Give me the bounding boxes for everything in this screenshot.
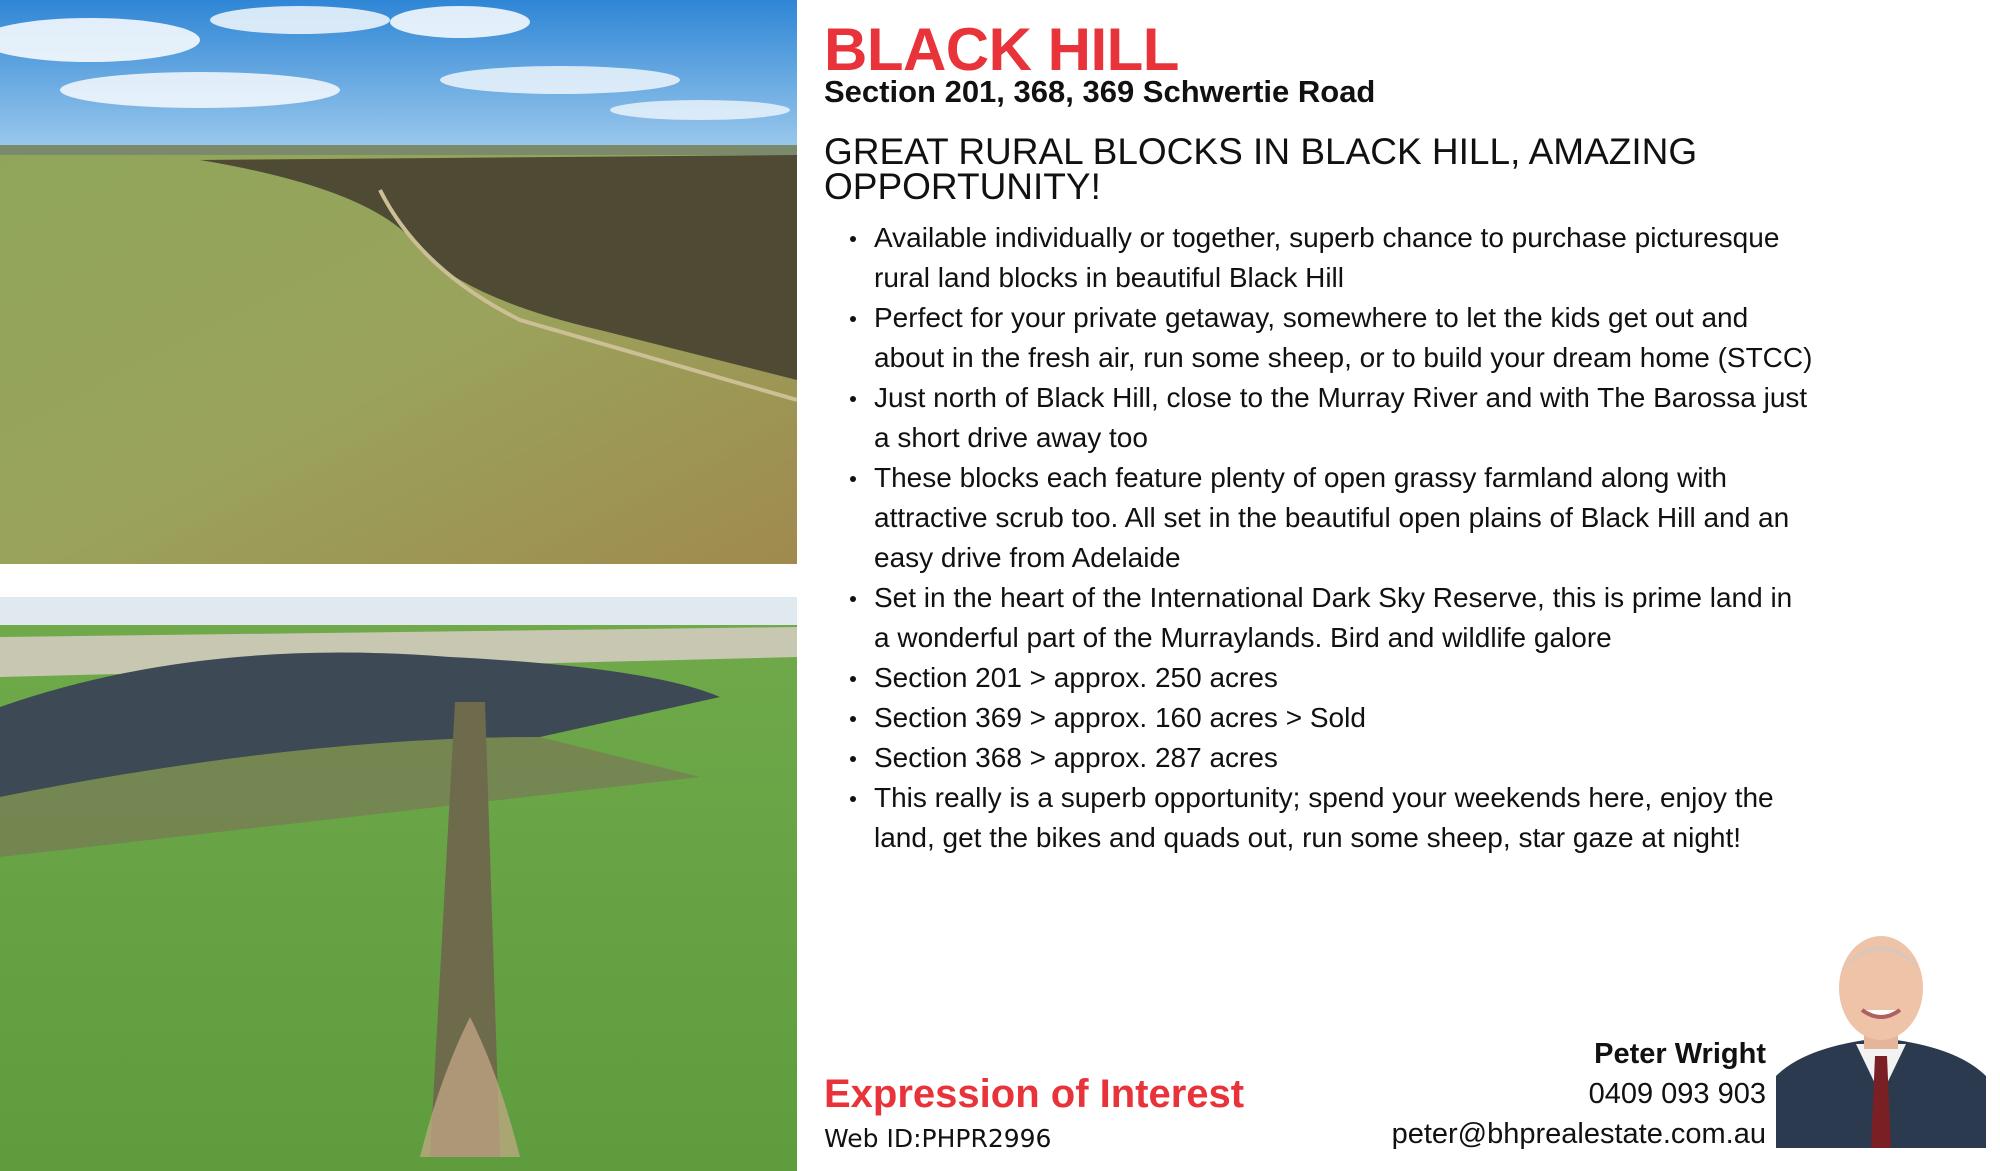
feature-item: Section 201 > approx. 250 acres — [874, 658, 1814, 698]
agent-email[interactable]: peter@bhprealestate.com.au — [1391, 1118, 1766, 1150]
agent-phone[interactable]: 0409 093 903 — [1588, 1078, 1766, 1110]
agent-photo — [1776, 926, 1986, 1148]
feature-item: These blocks each feature plenty of open grassy farmland along with attractive scrub too. All set in the beautiful open plains of Black Hill and an easy drive from Adelaide — [874, 458, 1814, 578]
feature-item: This really is a superb opportunity; spend your weekends here, enjoy the land, get the bikes and quads out, run some sheep, star gaze at night! — [874, 778, 1814, 858]
agent-name: Peter Wright — [1594, 1038, 1766, 1070]
listing-title: BLACK HILL — [824, 16, 1179, 83]
property-photo-aerial-paddock — [0, 0, 797, 564]
sale-method: Expression of Interest — [824, 1072, 1245, 1116]
agent-contact — [1392, 1034, 1766, 1154]
listing-headline: GREAT RURAL BLOCKS IN BLACK HILL, AMAZING OPPORTUNITY! — [824, 131, 1698, 207]
listing-address: Section 201, 368, 369 Schwertie Road — [824, 74, 1376, 109]
feature-item: Just north of Black Hill, close to the Murray River and with The Barossa just a short drive away too — [874, 378, 1814, 458]
feature-item: Section 368 > approx. 287 acres — [874, 738, 1814, 778]
feature-item: Perfect for your private getaway, somewhere to let the kids get out and about in the fresh air, run some sheep, or to build your dream home (STCC) — [874, 298, 1814, 378]
property-photo-aerial-scrub — [0, 597, 797, 1171]
feature-item: Set in the heart of the International Dark Sky Reserve, this is prime land in a wonderful part of the Murraylands. Bird and wildlife galore — [874, 578, 1814, 658]
feature-list — [824, 218, 1814, 858]
web-id: Web ID:PHPR2996 — [824, 1124, 1052, 1153]
feature-item: Section 369 > approx. 160 acres > Sold — [874, 698, 1814, 738]
feature-item: Available individually or together, superb chance to purchase picturesque rural land blocks in beautiful Black Hill — [874, 218, 1814, 298]
